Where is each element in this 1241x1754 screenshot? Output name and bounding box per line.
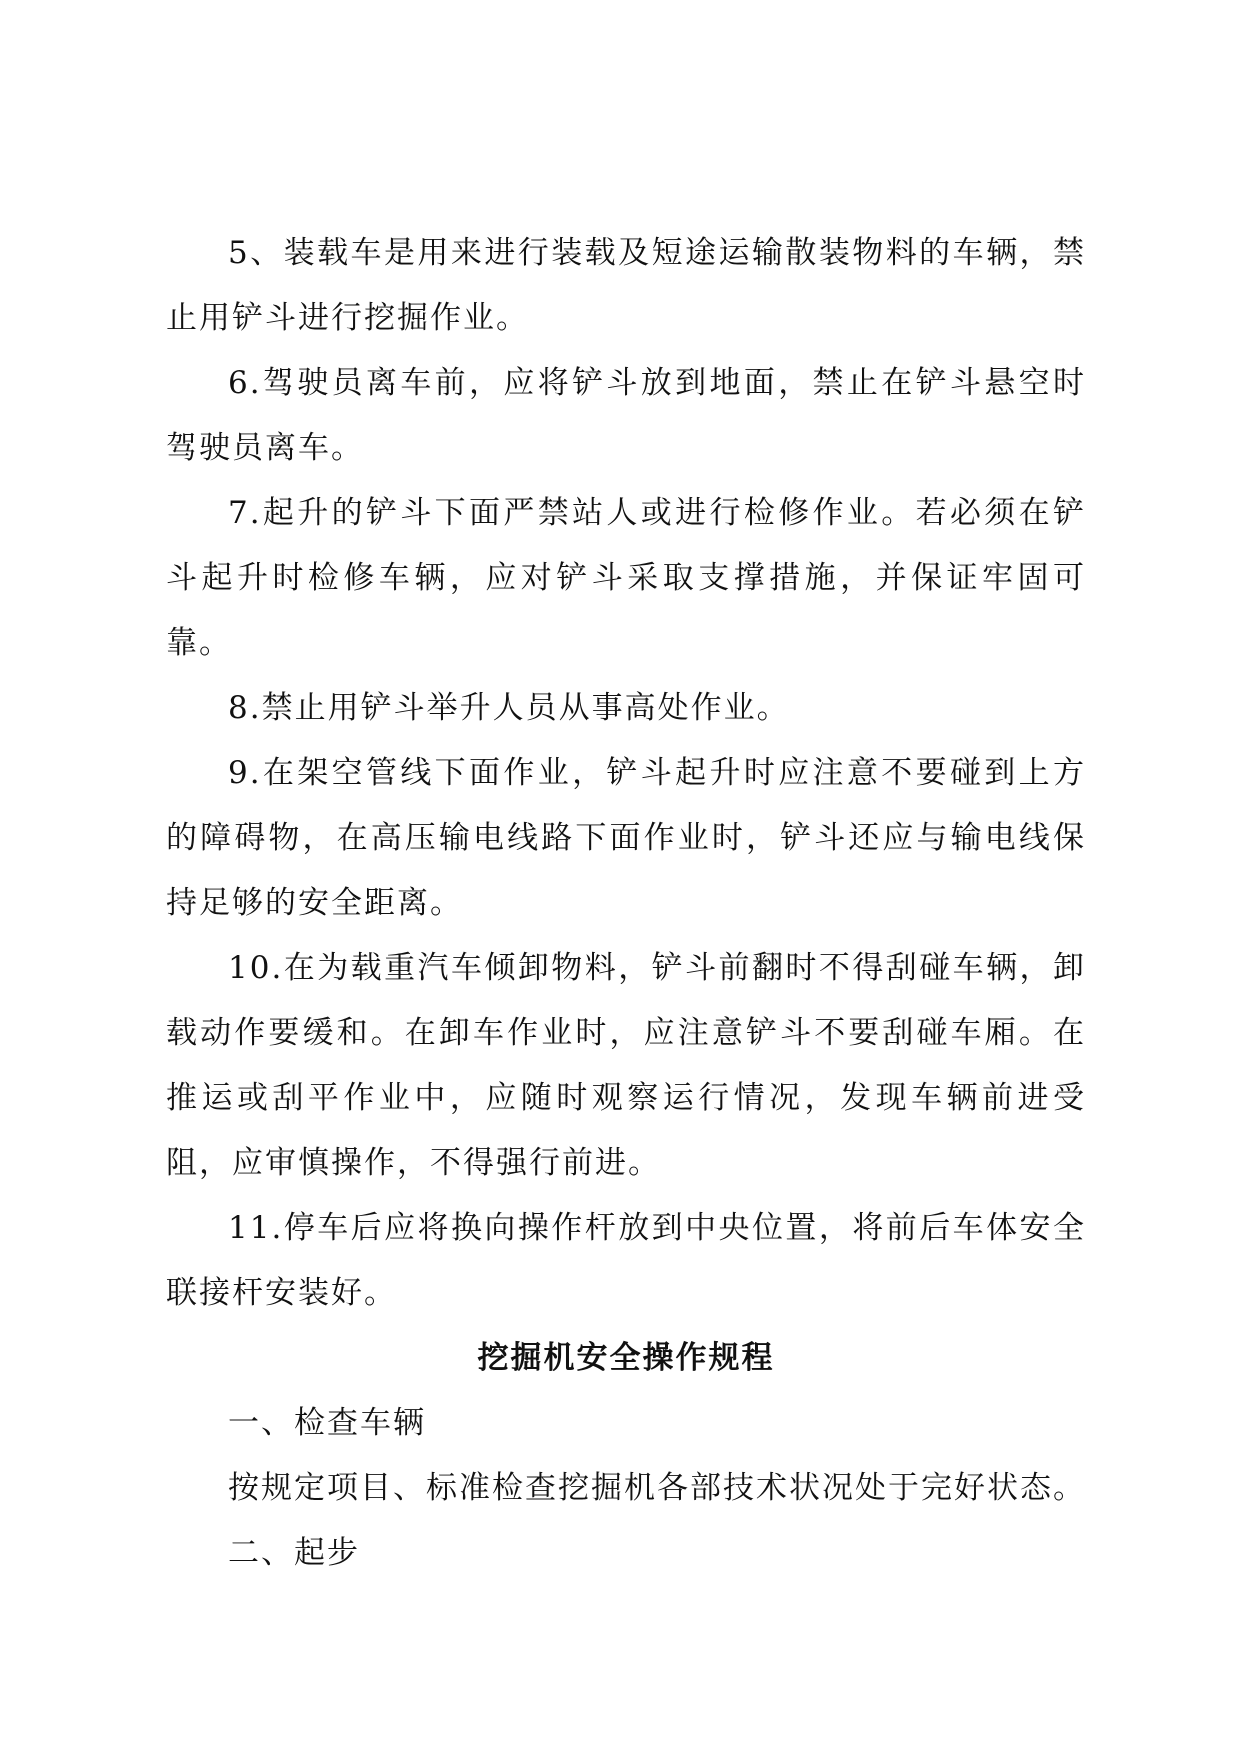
section-title: 挖掘机安全操作规程: [477, 1340, 775, 1376]
paragraph-item-7: 7.起升的铲斗下面严禁站人或进行检修作业。若必须在铲斗起升时检修车辆，应对铲斗采取支撑措施，并保证牢固可靠。: [166, 495, 1086, 661]
paragraph-check-standard: 按规定项目、标准检查挖掘机各部技术状况处于完好状态。: [228, 1470, 1086, 1506]
paragraph-item-10: 10.在为载重汽车倾卸物料，铲斗前翻时不得刮碰车辆，卸载动作要缓和。在卸车作业时，应注意铲斗不要刮碰车厢。在推运或刮平作业中，应随时观察运行情况，发现车辆前进受阻，应审慎操作，不得强行前进。: [166, 950, 1086, 1181]
paragraph-item-11: 11.停车后应将换向操作杆放到中央位置，将前后车体安全联接杆安装好。: [166, 1210, 1086, 1311]
paragraph-item-5: 5、装载车是用来进行装载及短途运输散装物料的车辆，禁止用铲斗进行挖掘作业。: [166, 235, 1086, 336]
paragraph-item-9: 9.在架空管线下面作业，铲斗起升时应注意不要碰到上方的障碍物，在高压输电线路下面作业时，铲斗还应与输电线保持足够的安全距离。: [166, 755, 1086, 921]
subsection-heading-check-vehicle: 一、检查车辆: [228, 1405, 426, 1441]
paragraph-item-8: 8.禁止用铲斗举升人员从事高处作业。: [228, 690, 790, 726]
document-body: [166, 221, 1086, 1586]
paragraph-item-6: 6.驾驶员离车前，应将铲斗放到地面，禁止在铲斗悬空时驾驶员离车。: [166, 365, 1086, 466]
subsection-heading-start: 二、起步: [228, 1535, 360, 1571]
